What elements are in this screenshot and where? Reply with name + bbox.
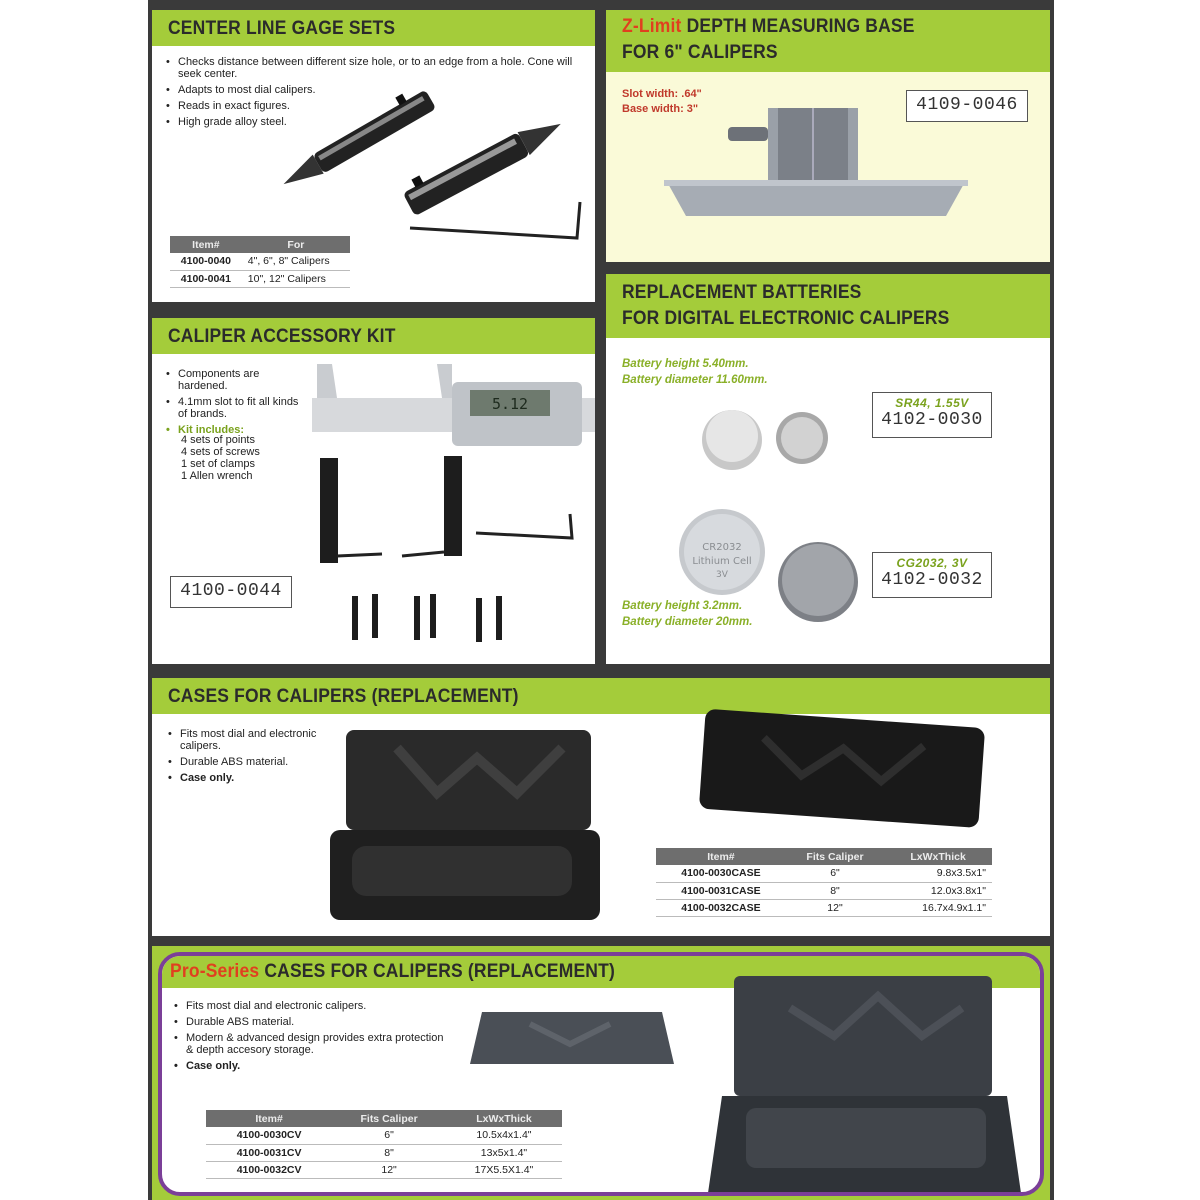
panel-title-line2: FOR DIGITAL ELECTRONIC CALIPERS — [622, 308, 950, 329]
battery-2-diameter: Battery diameter 20mm. — [622, 616, 753, 628]
battery-1-height: Battery height 5.40mm. — [622, 358, 749, 370]
panel-title: CASES FOR CALIPERS (REPLACEMENT) — [168, 686, 519, 707]
battery-cg2032-code — [872, 552, 992, 598]
title-accent: Pro-Series — [170, 961, 260, 982]
battery-2-height: Battery height 3.2mm. — [622, 600, 743, 612]
table-row — [170, 253, 350, 270]
batteries-panel — [606, 274, 1050, 664]
kit-item: 1 Allen wrench — [181, 470, 253, 482]
feature-item: • Checks distance between different size hole, or to an edge from a hole. Cone will seek center. — [166, 56, 586, 80]
feature-item: • Fits most dial and electronic calipers. — [168, 728, 318, 752]
item-code: 4100-0031CV — [206, 1144, 332, 1161]
item-dims: 10.5x4x1.4" — [446, 1127, 562, 1144]
zlimit-panel — [606, 10, 1050, 262]
panel-title: CALIPER ACCESSORY KIT — [168, 326, 396, 347]
item-fit: 12" — [786, 899, 884, 916]
item-code: 4100-0030CASE — [656, 865, 786, 882]
table-row — [206, 1127, 562, 1144]
coin-label-3: 3V — [716, 570, 728, 580]
table-row — [206, 1144, 562, 1161]
table-header: Item# — [206, 1110, 332, 1127]
table-header: Fits Caliper — [332, 1110, 446, 1127]
pro-series-panel — [152, 946, 1050, 1200]
table-row — [170, 270, 350, 287]
battery-spec: CG2032, 3V — [896, 556, 968, 570]
product-code: 4100-0044 — [170, 576, 292, 608]
accessory-kit-panel — [152, 318, 595, 664]
caliper-display-readout: 5.12 — [491, 395, 529, 413]
item-fit: 6" — [786, 865, 884, 882]
table-header: For — [242, 236, 350, 253]
center-line-panel — [152, 10, 595, 302]
panel-title: REPLACEMENT BATTERIES — [622, 282, 862, 303]
item-code: 4100-0030CV — [206, 1127, 332, 1144]
item-dims: 16.7x4.9x1.1" — [884, 899, 992, 916]
item-dims: 13x5x1.4" — [446, 1144, 562, 1161]
battery-code: 4102-0030 — [881, 410, 983, 430]
feature-item: • 4.1mm slot to fit all kinds of brands. — [166, 396, 306, 420]
table-header: Fits Caliper — [786, 848, 884, 865]
title-accent: Z-Limit — [622, 16, 682, 37]
catalog-page — [148, 0, 1054, 1200]
table-row — [656, 882, 992, 899]
coin-label-2: Lithium Cell — [692, 556, 752, 567]
slot-width: Slot width: .64" — [622, 88, 702, 100]
feature-item: • Kit includes: — [166, 424, 306, 436]
title-text: CASES FOR CALIPERS (REPLACEMENT) — [264, 961, 615, 982]
kit-item: 1 set of clamps — [181, 458, 255, 470]
feature-item: • Durable ABS material. — [168, 756, 318, 768]
item-dims: 17X5.5X1.4" — [446, 1161, 562, 1178]
kit-item: 4 sets of points — [181, 434, 255, 446]
open-pro-case — [707, 976, 1022, 1196]
kit-item: 4 sets of screws — [181, 446, 260, 458]
item-fit: 6" — [332, 1127, 446, 1144]
table-header: Item# — [170, 236, 242, 253]
title-text: DEPTH MEASURING BASE — [686, 16, 915, 37]
allen-wrench — [410, 202, 580, 238]
spec-table — [170, 236, 350, 288]
item-fit: 10", 12" Calipers — [242, 270, 350, 287]
battery-1-diameter: Battery diameter 11.60mm. — [622, 374, 768, 386]
item-dims: 12.0x3.8x1" — [884, 882, 992, 899]
open-case — [330, 730, 600, 920]
closed-pro-case — [470, 1012, 674, 1064]
gage-pin-right — [399, 105, 567, 216]
product-code: 4109-0046 — [906, 90, 1028, 122]
table-row — [206, 1161, 562, 1178]
spec-table — [206, 1110, 562, 1179]
feature-item: • Adapts to most dial calipers. — [166, 84, 586, 96]
feature-item: • Durable ABS material. — [174, 1016, 444, 1028]
pro-series-frame — [158, 952, 1044, 1196]
feature-item: • High grade alloy steel. — [166, 116, 586, 128]
table-header: Item# — [656, 848, 786, 865]
table-header: LxWxThick — [884, 848, 992, 865]
spec-table — [656, 848, 992, 917]
item-fit: 4", 6", 8" Calipers — [242, 253, 350, 270]
item-code: 4100-0031CASE — [656, 882, 786, 899]
coin-label-1: CR2032 — [702, 542, 742, 553]
cases-panel — [152, 678, 1050, 936]
battery-spec: SR44, 1.55V — [895, 396, 969, 410]
item-fit: 8" — [332, 1144, 446, 1161]
item-fit: 12" — [332, 1161, 446, 1178]
feature-item: • Modern & advanced design provides extra protection & depth accesory storage. — [174, 1032, 444, 1056]
closed-case — [699, 709, 985, 828]
item-code: 4100-0040 — [170, 253, 242, 270]
panel-title-line2: FOR 6" CALIPERS — [622, 42, 778, 63]
item-code: 4100-0032CV — [206, 1161, 332, 1178]
gage-pin-left — [274, 83, 436, 194]
depth-base-image — [606, 10, 1050, 262]
feature-item: • Reads in exact figures. — [166, 100, 586, 112]
battery-sr44-code — [872, 392, 992, 438]
table-row — [656, 865, 992, 882]
feature-item: • Components are hardened. — [166, 368, 306, 392]
table-header: LxWxThick — [446, 1110, 562, 1127]
item-fit: 8" — [786, 882, 884, 899]
panel-title: CENTER LINE GAGE SETS — [168, 18, 396, 39]
item-dims: 9.8x3.5x1" — [884, 865, 992, 882]
feature-item: • Fits most dial and electronic calipers. — [174, 1000, 444, 1012]
caliper-kit-image — [152, 318, 595, 664]
item-code: 4100-0032CASE — [656, 899, 786, 916]
feature-item: • Case only. — [168, 772, 318, 784]
battery-code: 4102-0032 — [881, 570, 983, 590]
table-row — [656, 899, 992, 916]
feature-item: • Case only. — [174, 1060, 444, 1072]
item-code: 4100-0041 — [170, 270, 242, 287]
base-width: Base width: 3" — [622, 103, 699, 115]
